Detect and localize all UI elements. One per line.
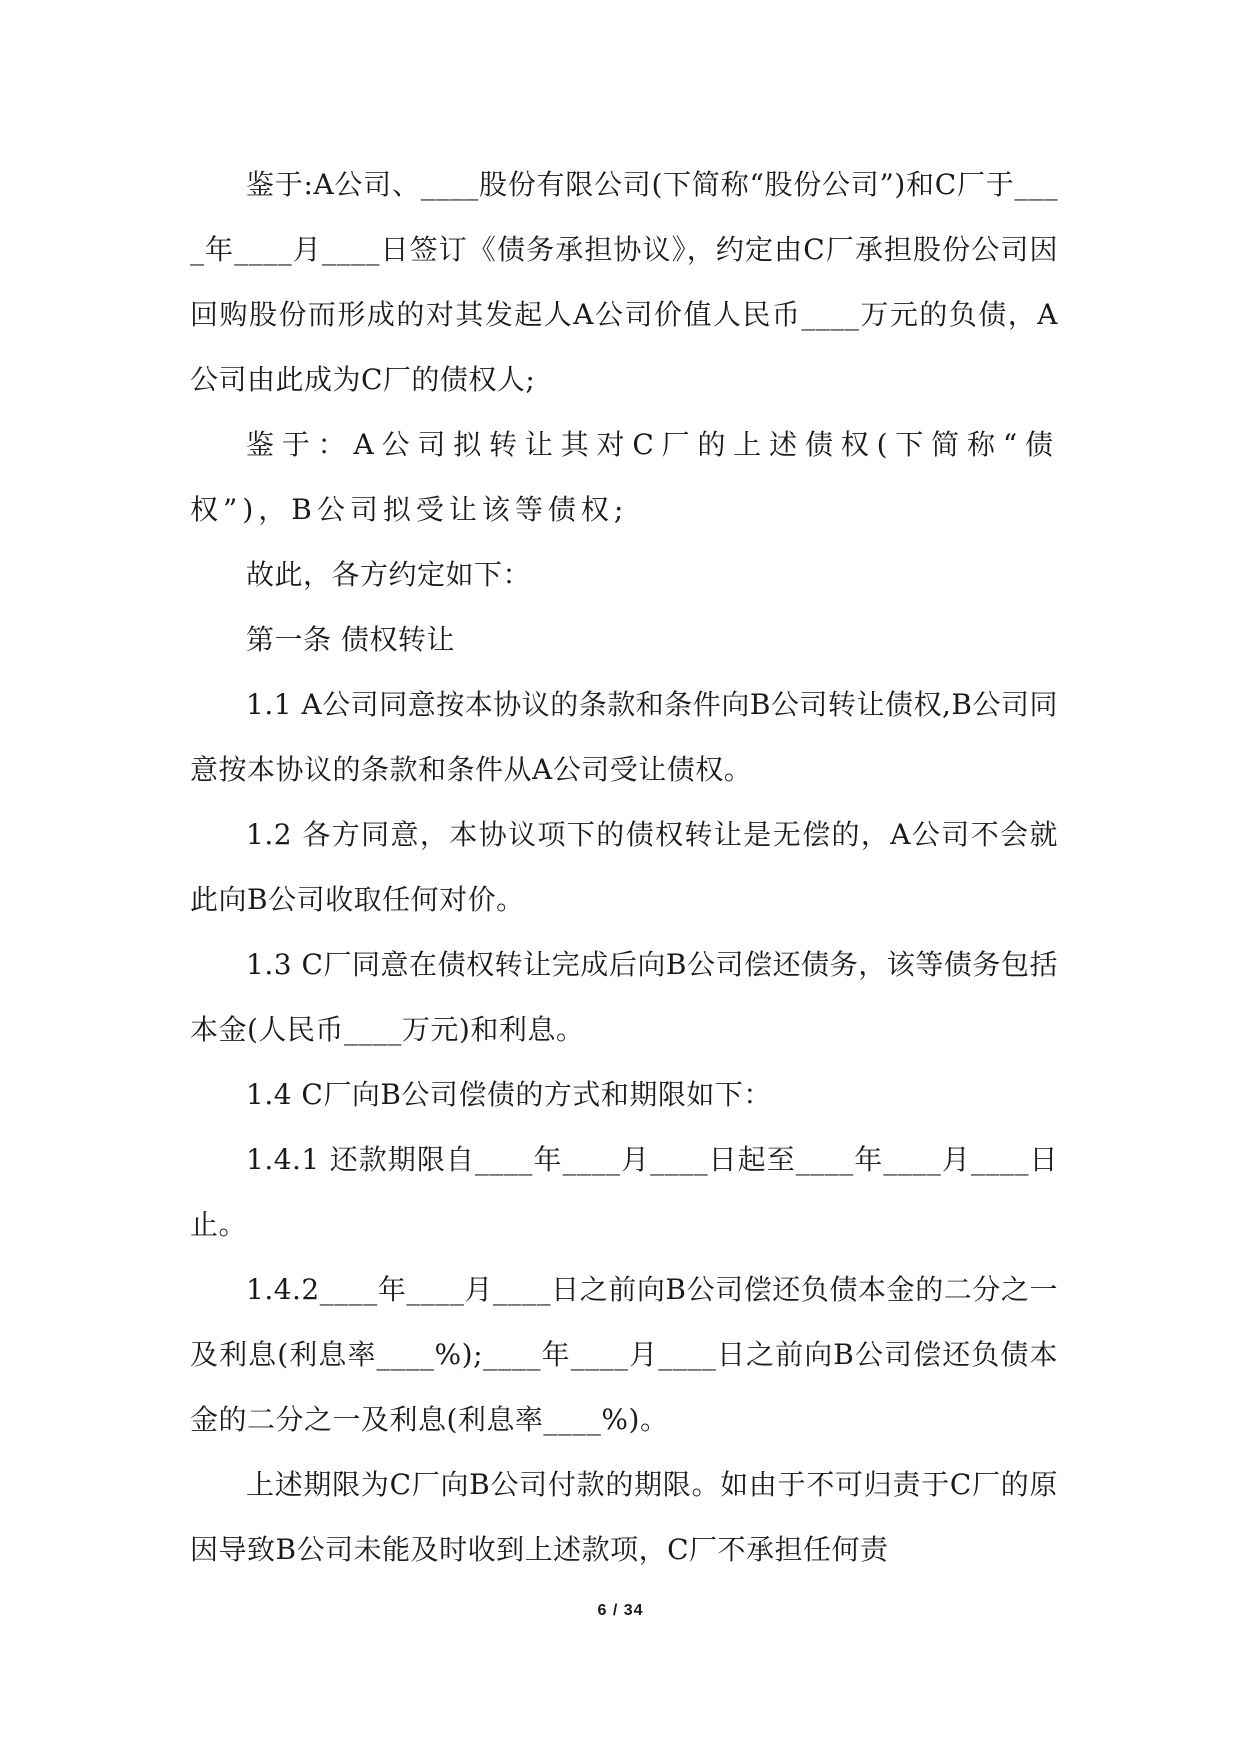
recital-paragraph-1: 鉴于:A公司、____股份有限公司(下简称“股份公司”)和C厂于____年____月____日签订《债务承担协议》，约定由C厂承担股份公司因回购股份而形成的对其发起人A公司价值人民币____万元的负债，A公司由此成为C厂的债权人; — [190, 168, 1058, 396]
page-number: 6 / 34 — [597, 1602, 644, 1619]
clause-1-4-2: 1.4.2____年____月____日之前向B公司偿还负债本金的二分之一及利息(利息率____%);____年____月____日之前向B公司偿还负债本金的二分之一及利息(利息率____%)。 — [190, 1273, 1058, 1436]
payment-period-note: 上述期限为C厂向B公司付款的期限。如由于不可归责于C厂的原因导致B公司未能及时收到上述款项，C厂不承担任何责 — [190, 1468, 1058, 1566]
clause-1-1: 1.1 A公司同意按本协议的条款和条件向B公司转让债权,B公司同意按本协议的条款和条件从A公司受让债权。 — [190, 688, 1058, 786]
clause-1-4: 1.4 C厂向B公司偿债的方式和期限如下： — [246, 1078, 772, 1111]
clause-1-2: 1.2 各方同意，本协议项下的债权转让是无偿的，A公司不会就此向B公司收取任何对价。 — [190, 818, 1058, 916]
clause-1-3: 1.3 C厂同意在债权转让完成后向B公司偿还债务，该等债务包括本金(人民币____万元)和利息。 — [190, 948, 1058, 1046]
clause-1-4-1: 1.4.1 还款期限自____年____月____日起至____年____月____日止。 — [190, 1143, 1058, 1241]
recital-paragraph-2: 鉴于：A公司拟转让其对C厂的上述债权(下简称“债权”)，B公司拟受让该等债权; — [190, 428, 1058, 526]
article-1-heading: 第一条 债权转让 — [246, 623, 455, 656]
agreement-intro: 故此，各方约定如下： — [246, 558, 532, 591]
document-body — [190, 152, 1058, 1582]
